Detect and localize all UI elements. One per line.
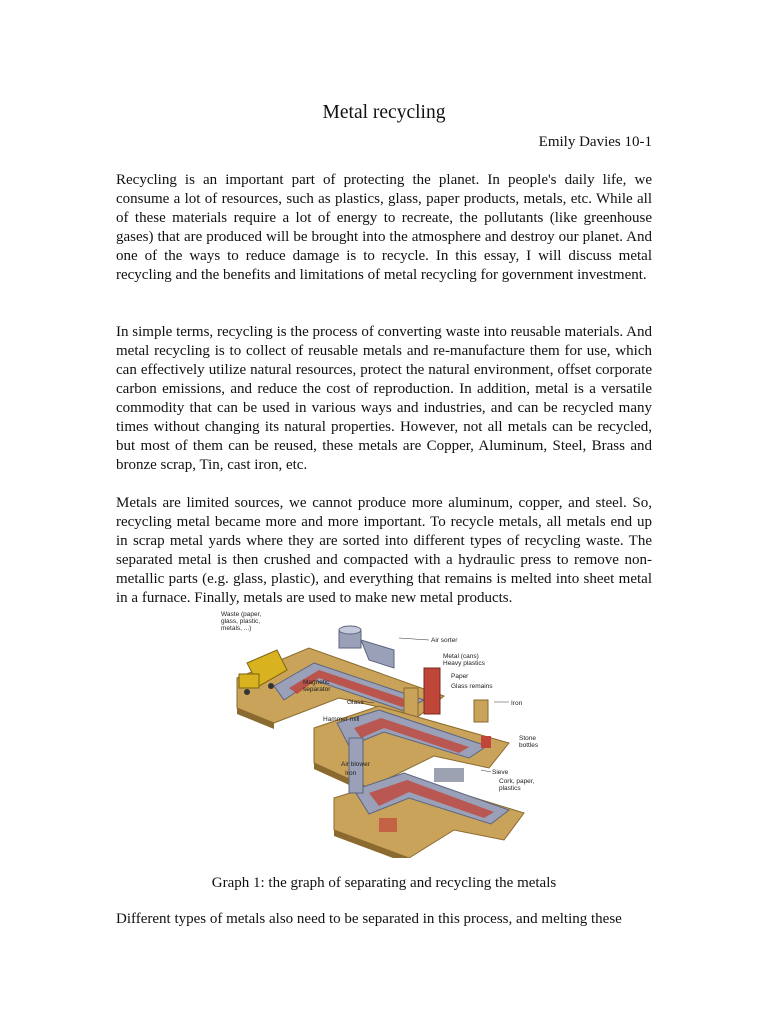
label-waste-3: metals, ...) — [221, 625, 252, 632]
author-line: Emily Davies 10-1 — [538, 134, 652, 150]
paragraph-intro: Recycling is an important part of protecting the planet. In people's daily life, we consume a lot of resources, such as plastics, glass, paper products, metals, etc. While all of these materials require a lot of energy to recreate, the pollutants (like greenhouse gases) that are produced will be brought into the atmosphere and destroy our planet. And one of the ways to reduce damage is to recycle. In this essay, I will discuss metal recycling and the benefits and limitations of metal recycling for government investment. — [116, 172, 652, 283]
label-stone: Stone — [519, 735, 536, 742]
label-heavy-plastics: Heavy plastics — [443, 660, 485, 667]
label-metal-cans: Metal (cans) — [443, 653, 479, 660]
label-waste-2: glass, plastic, — [221, 618, 261, 625]
label-paper: Paper — [451, 673, 469, 680]
label-plastics: plastics — [499, 785, 521, 792]
label-glass-remains: Glass remains — [451, 683, 493, 690]
recycling-process-illustration — [219, 608, 559, 858]
label-iron-left: Iron — [345, 770, 357, 777]
label-magnetic-2: separator — [303, 686, 331, 693]
label-waste-1: Waste (paper, — [221, 611, 262, 618]
figure-caption: Graph 1: the graph of separating and recycling the metals — [211, 875, 557, 891]
paragraph-definition: In simple terms, recycling is the process of converting waste into reusable materials. And metal recycling is to collect of reusable metals and re-manufacture them for use, which can effectively utilize natural resources, protect the natural environment, offset corporate carbon emissions, and reduce the cost of reproduction. In addition, metal is a versatile commodity that can be used in various ways and industries, and can be recycled many times without changing its natural properties. However, not all metals can be recycled, but most of them can be reused, these metals are Copper, Aluminum, Steel, Brass and bronze scrap, Tin, cast iron, etc. — [116, 324, 652, 473]
paragraph-continuation: Different types of metals also need to be separated in this process, and melting these — [116, 911, 622, 927]
label-sieve: Sieve — [492, 769, 509, 776]
paragraph-process: Metals are limited sources, we cannot produce more aluminum, copper, and steel. So, recycling metal became more and more important. To recycle metals, all metals end up in scrap metal yards where they are sorted into different types of recycling waste. The separated metal is then crushed and compacted with a hydraulic press to remove non-metallic parts (e.g. glass, plastic), and everything that remains is melted into sheet metal in a furnace. Finally, metals are used to make new metal products. — [116, 495, 652, 606]
label-cork: Cork, paper, — [499, 778, 535, 785]
label-glass: Glass — [347, 699, 364, 706]
label-bottles: bottles — [519, 742, 539, 749]
label-hammer-mill: Hammer mill — [323, 716, 360, 723]
label-air-sorter: Air sorter — [431, 637, 458, 644]
label-magnetic-1: Magnetic — [303, 679, 330, 686]
label-iron-right: Iron — [511, 700, 523, 707]
document-title: Metal recycling — [322, 102, 446, 123]
label-air-blower: Air blower — [341, 761, 370, 768]
recycling-machine-drawing — [219, 608, 559, 858]
